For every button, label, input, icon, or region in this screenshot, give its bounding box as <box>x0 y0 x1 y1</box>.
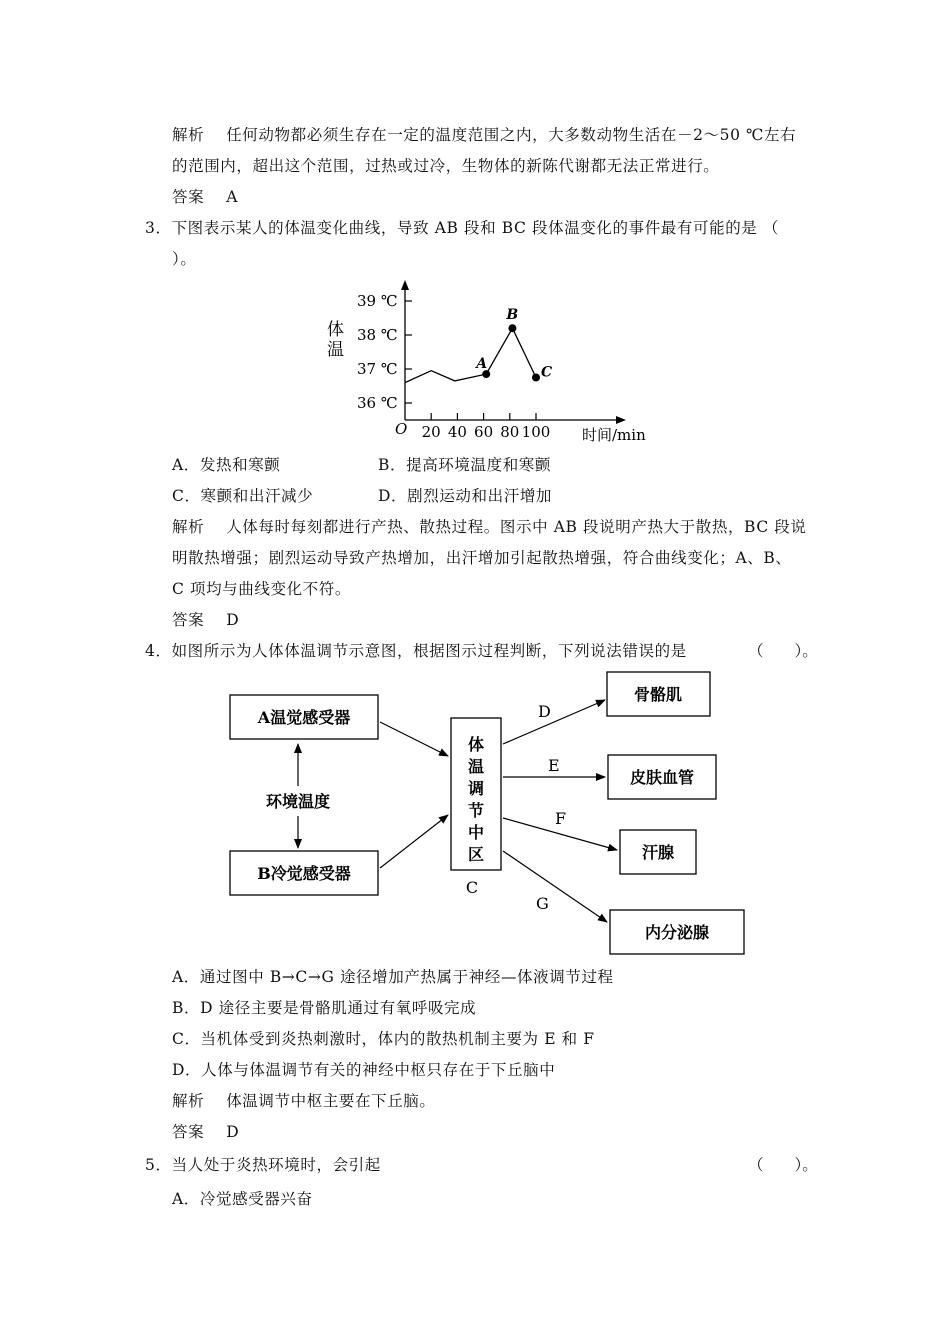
analysis-label: 解析 <box>172 126 205 144</box>
answer-value: A <box>226 188 238 206</box>
skin-vessel-label: 皮肤血管 <box>629 768 695 787</box>
endocrine-gland-label: 内分泌腺 <box>644 923 710 942</box>
question-stem: 如图所示为人体体温调节示意图，根据图示过程判断，下列说法错误的是 <box>171 642 687 660</box>
body-temperature-chart <box>320 280 660 448</box>
center-char-5: 中 <box>467 823 485 842</box>
q2-answer <box>172 185 238 207</box>
question-number: 4． <box>145 642 172 660</box>
cold-receptor-label: B冷觉感受器 <box>257 864 351 883</box>
analysis-label: 解析 <box>172 1092 205 1110</box>
question-stem: 下图表示某人的体温变化曲线，导致 AB 段和 BC 段体温变化的事件最有可能的是 （ <box>171 219 780 237</box>
point-c <box>532 374 540 382</box>
y-tick-label: 39 ℃ <box>357 292 398 310</box>
q3-analysis-line2: 明散热增强；剧烈运动导致产热增加，出汗增加引起散热增强，符合曲线变化；A、B、 <box>172 549 792 567</box>
y-axis-arrow <box>401 280 409 290</box>
label-d: D <box>538 702 551 721</box>
answer-value: D <box>226 1123 240 1141</box>
x-tick-label: 100 <box>521 423 551 441</box>
point-label-c: C <box>541 364 553 381</box>
q4-option-d: D．人体与体温调节有关的神经中枢只存在于下丘脑中 <box>172 1061 556 1079</box>
center-char-4: 节 <box>467 801 485 820</box>
arrow-g <box>503 851 607 922</box>
environment-temperature-label: 环境温度 <box>265 792 331 811</box>
chart-xlabel: 时间/min <box>582 426 646 444</box>
cold-to-center-arrow <box>380 815 448 868</box>
analysis-label: 解析 <box>172 518 205 536</box>
y-tick-label: 37 ℃ <box>357 360 398 378</box>
chart-ylabel-1: 体 <box>327 320 344 340</box>
x-tick-label: 80 <box>500 423 520 441</box>
q4-option-a: A．通过图中 B→C→G 途径增加产热属于神经—体液调节过程 <box>172 968 614 986</box>
q4-analysis <box>172 1089 436 1111</box>
analysis-text: 人体每时每刻都进行产热、散热过程。图示中 AB 段说明产热大于散热，BC 段说 <box>226 518 807 536</box>
q3-stem-line1 <box>145 216 779 238</box>
q3-analysis-line1 <box>172 515 807 537</box>
answer-value: D <box>226 611 240 629</box>
temperature-line <box>405 328 536 382</box>
answer-label: 答案 <box>172 1123 205 1141</box>
answer-label: 答案 <box>172 188 205 206</box>
q3-option-a: A．发热和寒颤 <box>172 456 281 474</box>
q3-analysis-line3: C 项均与曲线变化不符。 <box>172 580 351 598</box>
q3-stem-line2: ）。 <box>172 250 197 268</box>
center-char-6: 区 <box>467 845 485 864</box>
analysis-text: 体温调节中枢主要在下丘脑。 <box>226 1092 436 1110</box>
q4-answer <box>172 1120 239 1142</box>
q2-analysis-line1 <box>172 123 796 145</box>
y-tick-label: 38 ℃ <box>357 326 398 344</box>
chart-ylabel-2: 温 <box>327 340 344 360</box>
point-b <box>508 324 516 332</box>
center-label-c: C <box>465 878 479 897</box>
chart-origin: O <box>395 420 408 438</box>
x-axis-arrow <box>616 416 626 424</box>
center-char-2: 温 <box>467 757 485 776</box>
x-tick-label: 60 <box>474 423 494 441</box>
q4-option-b: B．D 途径主要是骨骼肌通过有氧呼吸完成 <box>172 999 477 1017</box>
q5-stem <box>145 1153 381 1175</box>
analysis-text: 任何动物都必须生存在一定的温度范围之内，大多数动物生活在－2～50 ℃左右 <box>226 126 797 144</box>
thermoregulation-diagram <box>220 660 760 960</box>
warm-receptor-label: A温觉感受器 <box>257 708 351 727</box>
x-tick-label: 20 <box>421 423 441 441</box>
q3-option-c: C．寒颤和出汗减少 <box>172 487 314 505</box>
q4-option-c: C．当机体受到炎热刺激时，体内的散热机制主要为 E 和 F <box>172 1030 595 1048</box>
label-f: F <box>555 809 567 828</box>
label-g: G <box>536 894 549 913</box>
warm-to-center-arrow <box>380 722 448 756</box>
sweat-gland-label: 汗腺 <box>641 843 675 862</box>
q4-answer-paren: （ ）。 <box>748 642 818 660</box>
skeletal-muscle-label: 骨骼肌 <box>633 685 683 704</box>
q2-analysis-line2: 的范围内，超出这个范围，过热或过冷，生物体的新陈代谢都无法正常进行。 <box>172 157 720 175</box>
question-stem: 当人处于炎热环境时，会引起 <box>171 1156 381 1174</box>
y-tick-label: 36 ℃ <box>357 394 398 412</box>
answer-label: 答案 <box>172 611 205 629</box>
center-char-1: 体 <box>467 735 485 754</box>
point-label-b: B <box>506 307 519 324</box>
question-number: 5． <box>145 1156 172 1174</box>
center-char-3: 调 <box>467 779 485 798</box>
q3-answer <box>172 608 239 630</box>
q4-stem <box>145 639 687 661</box>
chart-plot <box>357 292 552 441</box>
x-tick-label: 40 <box>447 423 467 441</box>
q3-option-b: B．提高环境温度和寒颤 <box>378 456 551 474</box>
q5-option-a: A．冷觉感受器兴奋 <box>172 1190 313 1208</box>
q3-option-d: D．剧烈运动和出汗增加 <box>378 487 553 505</box>
arrow-d <box>503 700 605 744</box>
q5-answer-paren: （ ）。 <box>748 1156 818 1174</box>
point-label-a: A <box>476 356 488 373</box>
question-number: 3． <box>145 219 172 237</box>
label-e: E <box>548 756 560 775</box>
